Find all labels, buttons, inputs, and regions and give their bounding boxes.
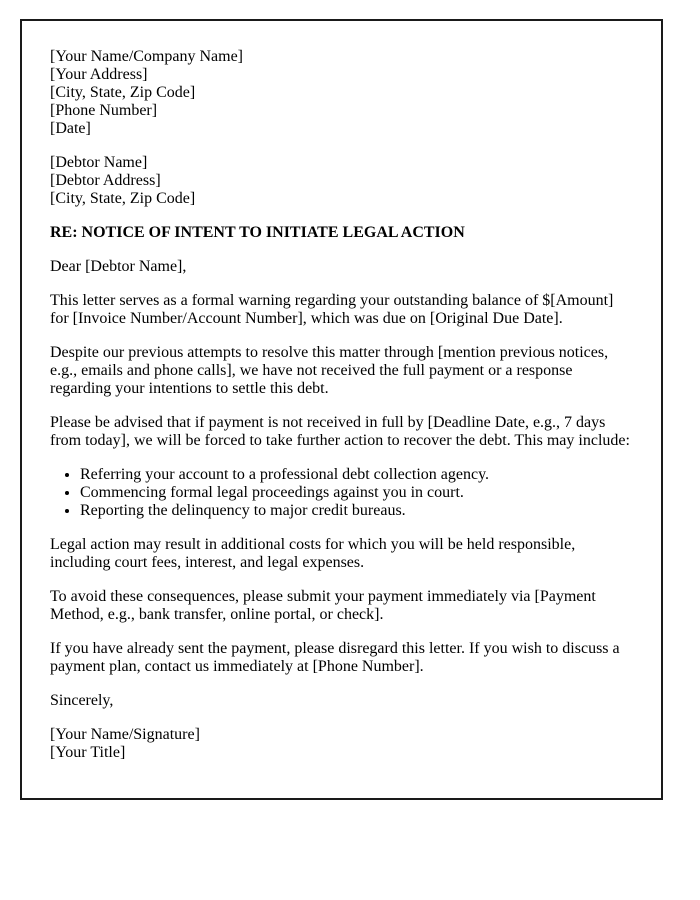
recipient-address-line: [Debtor Address] [50, 172, 161, 189]
sender-address-line: [Your Address] [50, 66, 148, 83]
letter-document [20, 19, 663, 800]
subject-line: RE: NOTICE OF INTENT TO INITIATE LEGAL ACTION [50, 224, 465, 241]
recipient-block [50, 154, 632, 208]
signature-block [50, 726, 632, 762]
recipient-name-line: [Debtor Name] [50, 154, 148, 171]
body-paragraph-3: Please be advised that if payment is not received in full by [Deadline Date, e.g., 7 days from today], we will be forced to take further action to recover the debt. This may include: [50, 414, 630, 449]
list-item-legal-proceedings: • Commencing formal legal proceedings against you in court. [80, 484, 632, 502]
sender-name-line: [Your Name/Company Name] [50, 48, 244, 65]
list-item-credit-bureaus: • Reporting the delinquency to major credit bureaus. [80, 502, 632, 520]
body-paragraph-5: To avoid these consequences, please submit your payment immediately via [Payment Method, e.g., bank transfer, online portal, or check]. [50, 588, 596, 623]
recipient-city-line: [City, State, Zip Code] [50, 190, 196, 207]
consequences-list [50, 466, 632, 520]
salutation: Dear [Debtor Name], [50, 258, 187, 275]
body-paragraph-4: Legal action may result in additional costs for which you will be held responsible, including court fees, interest, and legal expenses. [50, 536, 576, 571]
sender-date-line: [Date] [50, 120, 91, 137]
body-paragraph-6: If you have already sent the payment, please disregard this letter. If you wish to discuss a payment plan, contact us immediately at [Phone Number]. [50, 640, 620, 675]
sender-city-line: [City, State, Zip Code] [50, 84, 196, 101]
sender-block [50, 48, 632, 138]
body-paragraph-1: This letter serves as a formal warning regarding your outstanding balance of $[Amount] for [Invoice Number/Account Number], which was due on [Original Due Date]. [50, 292, 614, 327]
body-paragraph-2: Despite our previous attempts to resolve this matter through [mention previous notices, e.g., emails and phone calls], we have not received the full payment or a response regarding your intentions to settle this debt. [50, 344, 609, 397]
signature-title-line: [Your Title] [50, 744, 126, 761]
list-item-collection-agency: • Referring your account to a professional debt collection agency. [80, 466, 632, 484]
signature-name-line: [Your Name/Signature] [50, 726, 200, 743]
closing: Sincerely, [50, 692, 114, 709]
sender-phone-line: [Phone Number] [50, 102, 158, 119]
